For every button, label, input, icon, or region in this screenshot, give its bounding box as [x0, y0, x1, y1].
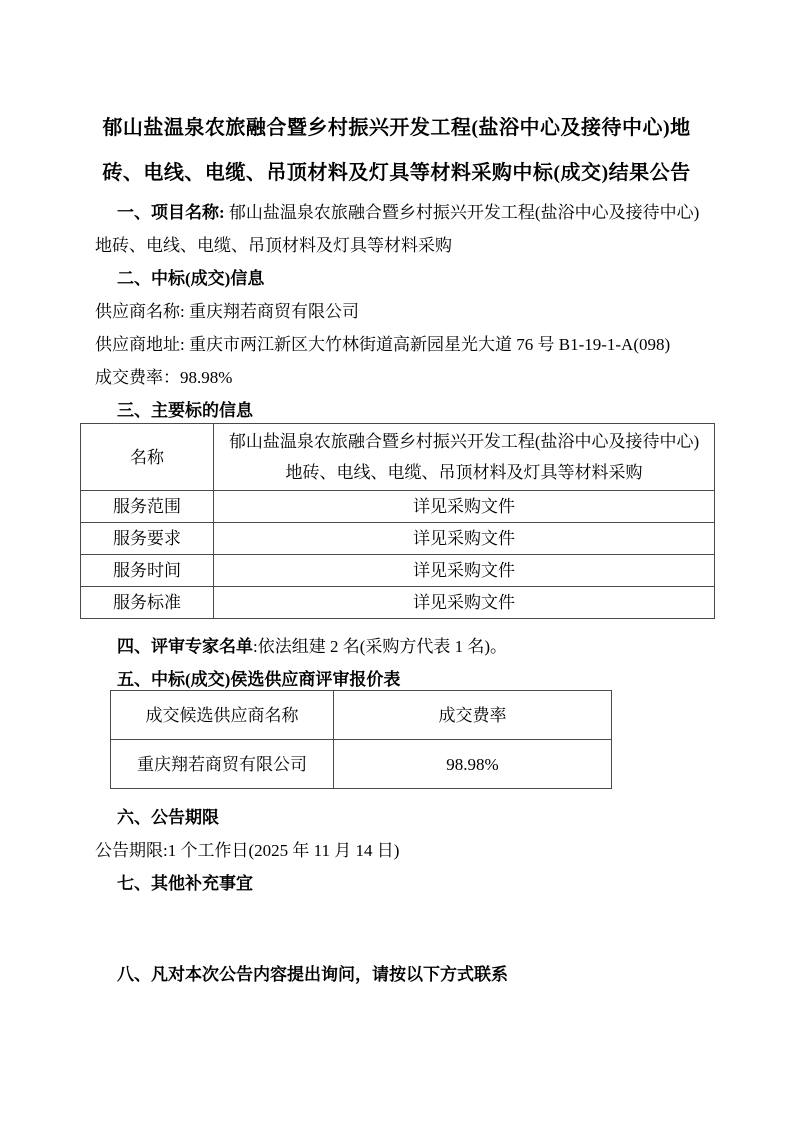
subject-row-label: 服务范围 — [81, 491, 214, 523]
candidate-rate-header: 成交费率 — [334, 691, 612, 740]
table-row — [81, 587, 715, 619]
supplier-address-value: 重庆市两江新区大竹林街道高新园星光大道 76 号 B1-19-1-A(098) — [188, 335, 671, 354]
supplier-name-line — [95, 295, 715, 328]
supplier-name-value: 重庆翔若商贸有限公司 — [188, 302, 359, 321]
subject-row-label: 服务时间 — [81, 555, 214, 587]
expert-list-label: 四、评审专家名单 — [117, 637, 253, 656]
expert-list-line — [95, 630, 715, 663]
deal-rate-line — [95, 361, 715, 394]
table-header-row — [111, 691, 612, 740]
subject-row-value: 郁山盐温泉农旅融合暨乡村振兴开发工程(盐浴中心及接待中心)地砖、电线、电缆、吊顶材料及灯具等材料采购 — [214, 424, 715, 491]
subject-info-heading: 三、主要标的信息 — [117, 401, 253, 420]
table-row — [81, 555, 715, 587]
table-row — [111, 740, 612, 789]
table-row — [81, 424, 715, 491]
deal-rate-value: 98.98% — [180, 368, 233, 387]
subject-row-value: 详见采购文件 — [214, 523, 715, 555]
subject-info-table — [80, 423, 715, 619]
award-info-heading: 二、中标(成交)信息 — [117, 269, 265, 288]
contact-heading: 八、凡对本次公告内容提出询问，请按以下方式联系 — [117, 965, 508, 984]
table-row — [81, 523, 715, 555]
subject-row-label: 服务要求 — [81, 523, 214, 555]
subject-row-value: 详见采购文件 — [214, 587, 715, 619]
subject-row-value: 详见采购文件 — [214, 491, 715, 523]
doc-body — [95, 196, 715, 991]
subject-row-value: 详见采购文件 — [214, 555, 715, 587]
expert-list-text: :依法组建 2 名(采购方代表 1 名)。 — [253, 637, 508, 656]
supplier-name-label: 供应商名称: — [95, 302, 189, 321]
project-name-line1 — [95, 196, 715, 229]
table-row — [81, 491, 715, 523]
announcement-period-heading: 六、公告期限 — [117, 808, 219, 827]
project-name-line2: 地砖、电线、电缆、吊顶材料及灯具等材料采购 — [95, 236, 452, 255]
other-matters-heading: 七、其他补充事宜 — [117, 874, 253, 893]
doc-title-line2: 砖、电线、电缆、吊顶材料及灯具等材料采购中标(成交)结果公告 — [102, 162, 691, 184]
doc-title-line1: 郁山盐温泉农旅融合暨乡村振兴开发工程(盐浴中心及接待中心)地 — [102, 117, 691, 139]
candidate-name-value: 重庆翔若商贸有限公司 — [111, 740, 334, 789]
project-name-label: 一、项目名称: — [117, 203, 229, 222]
subject-row-label: 服务标准 — [81, 587, 214, 619]
deal-rate-label: 成交费率： — [95, 368, 180, 387]
announcement-period-line: 公告期限:1 个工作日(2025 年 11 月 14 日) — [95, 841, 400, 860]
doc-title — [80, 106, 713, 196]
candidate-name-header: 成交候选供应商名称 — [111, 691, 334, 740]
supplier-address-label: 供应商地址: — [95, 335, 189, 354]
candidate-rate-value: 98.98% — [334, 740, 612, 789]
subject-row-label: 名称 — [81, 424, 214, 491]
supplier-address-line — [95, 328, 715, 361]
candidate-table-heading: 五、中标(成交)侯选供应商评审报价表 — [117, 670, 401, 689]
project-name-text: 郁山盐温泉农旅融合暨乡村振兴开发工程(盐浴中心及接待中心) — [228, 203, 700, 222]
candidate-quote-table — [110, 690, 612, 789]
